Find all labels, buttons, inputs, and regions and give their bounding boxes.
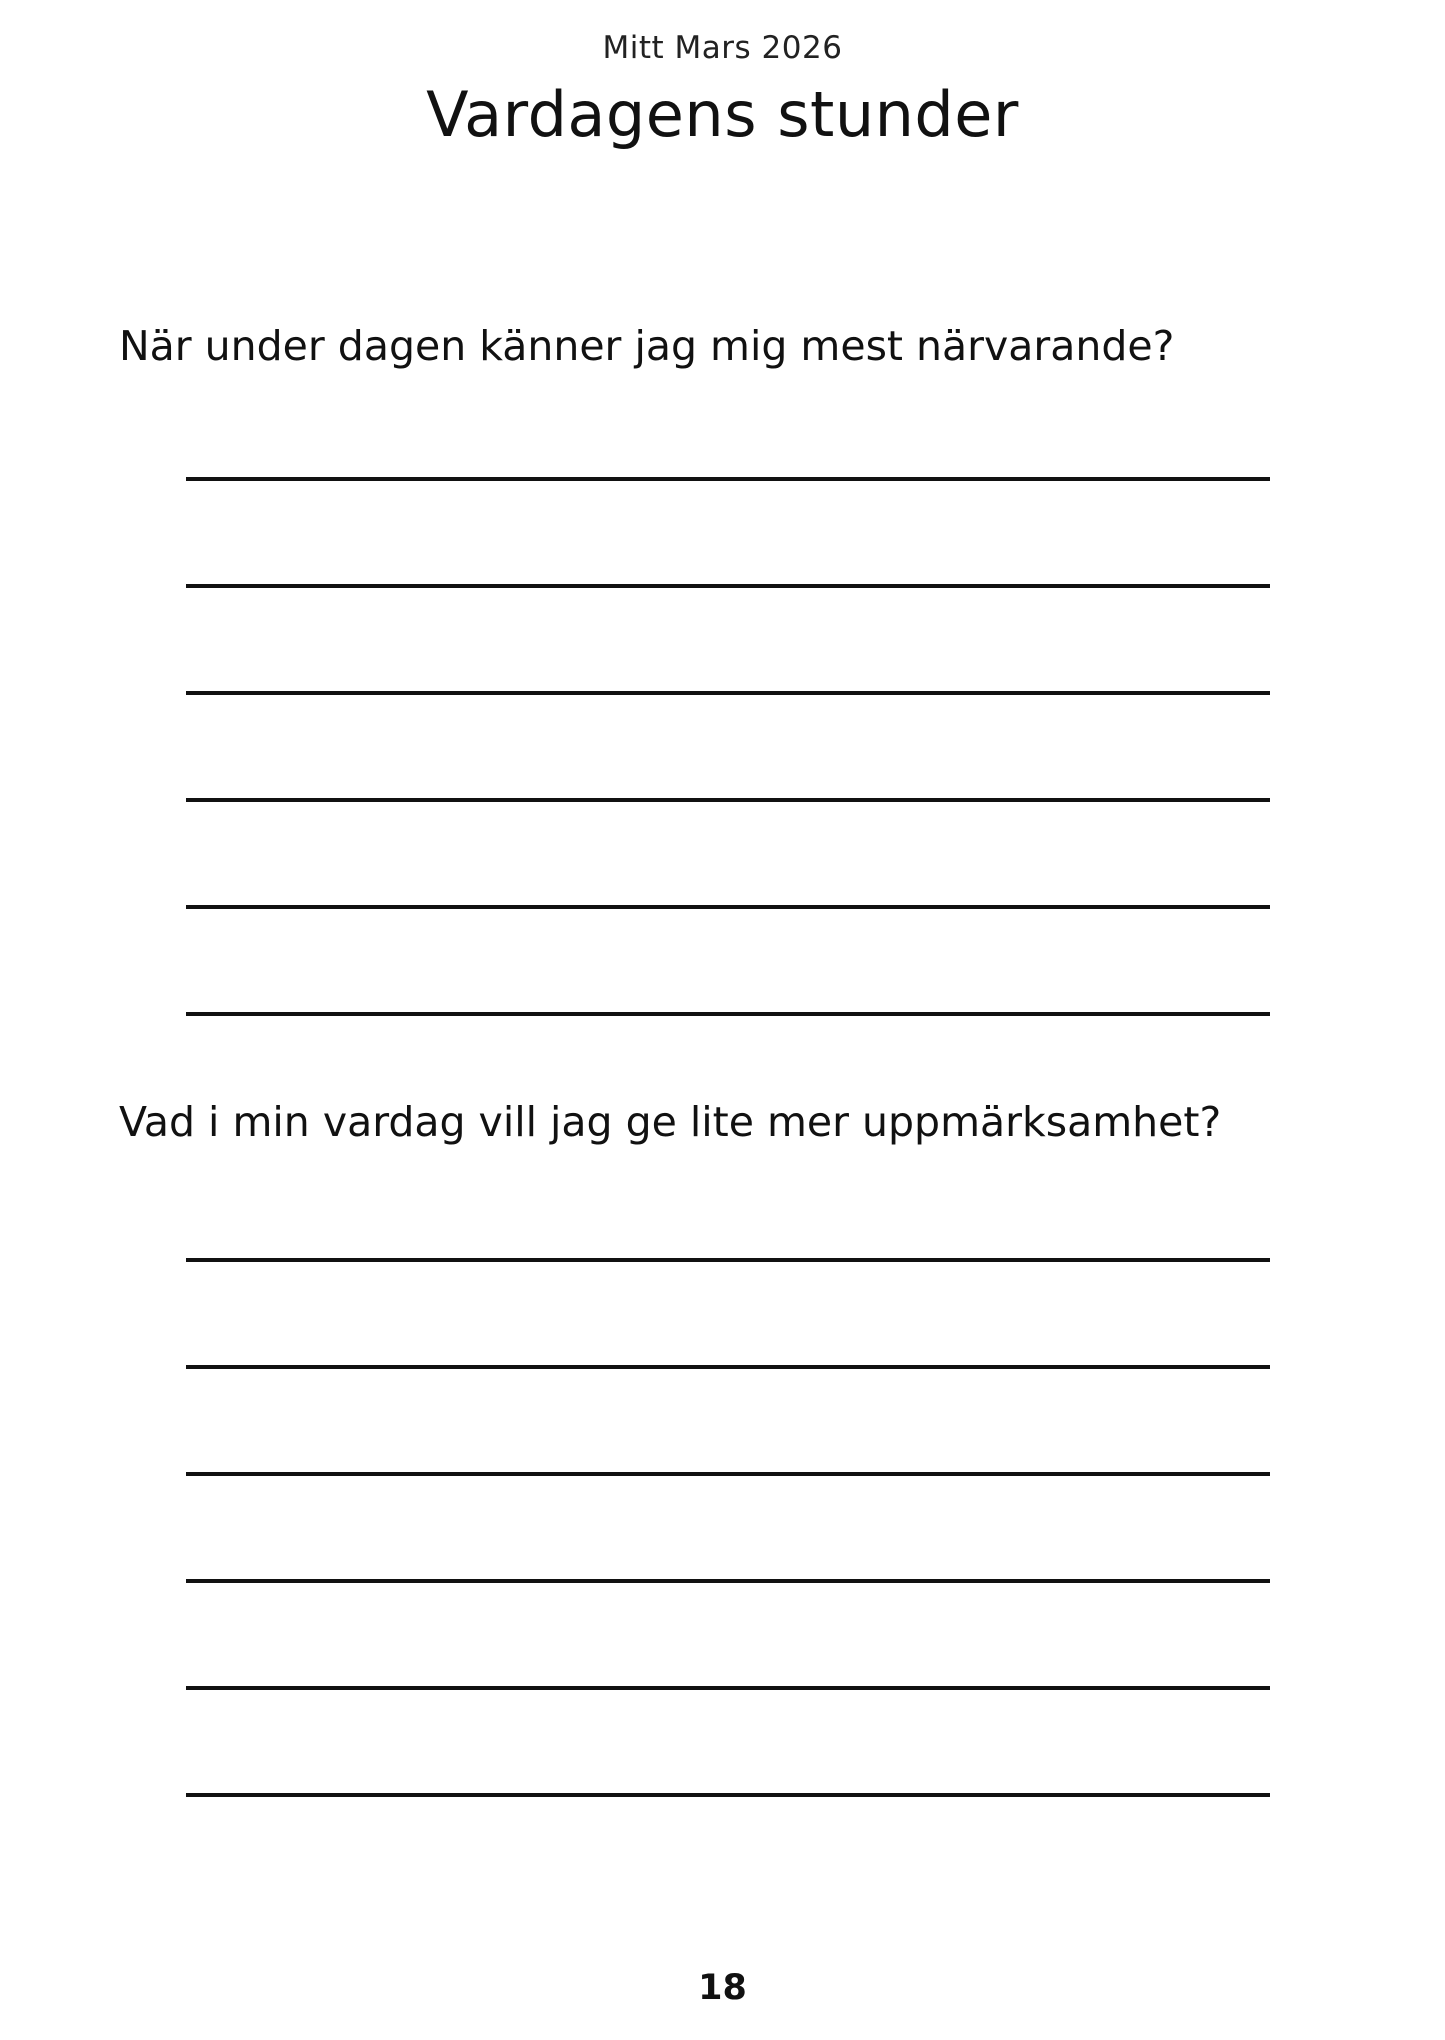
answer-line[interactable]: [186, 798, 1270, 802]
answer-line[interactable]: [186, 1365, 1270, 1369]
answer-line[interactable]: [186, 584, 1270, 588]
answer-line[interactable]: [186, 691, 1270, 695]
answer-line[interactable]: [186, 1686, 1270, 1690]
page-subtitle: Mitt Mars 2026: [602, 30, 843, 66]
answer-line[interactable]: [186, 1012, 1270, 1016]
page-title: Vardagens stunder: [426, 78, 1019, 151]
answer-line[interactable]: [186, 477, 1270, 481]
answer-line[interactable]: [186, 1579, 1270, 1583]
question-1: När under dagen känner jag mig mest närvarande?: [119, 322, 1175, 370]
answer-line[interactable]: [186, 905, 1270, 909]
answer-line[interactable]: [186, 1258, 1270, 1262]
question-2: Vad i min vardag vill jag ge lite mer uppmärksamhet?: [119, 1098, 1222, 1146]
answer-line[interactable]: [186, 1793, 1270, 1797]
answer-line[interactable]: [186, 1472, 1270, 1476]
page-number: 18: [698, 1968, 747, 2008]
